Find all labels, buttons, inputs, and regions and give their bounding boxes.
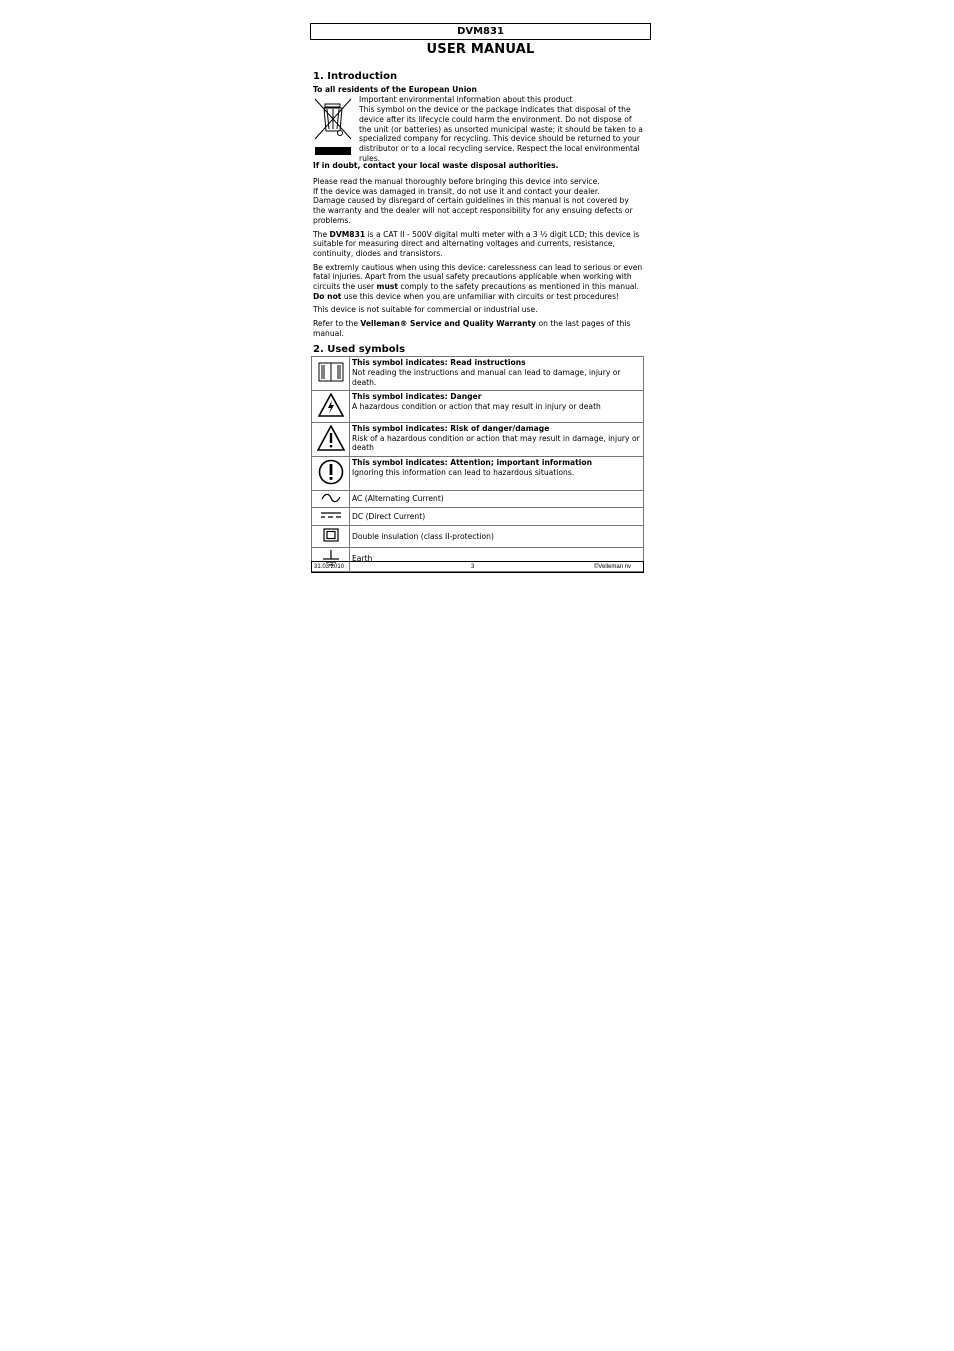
footer-page-number: 3 (471, 564, 475, 570)
environment-body: This symbol on the device or the package indicates that disposal of the device after its lifecycle could harm the environment. Do not dispose of the unit (or batteries) as unsorted municipal waste; it should be taken to a specialized company for recycling. This device should be returned to your distributor or to a local recycling service. Respect the local environmental rules. (359, 105, 643, 163)
content (313, 72, 643, 572)
table-row: This symbol indicates: Danger A hazardous condition or action that may result in injury or death (312, 391, 644, 423)
environment-title: Important environmental information about this product (359, 95, 573, 105)
book-icon (312, 357, 350, 391)
symbols-heading: 2. Used symbols (313, 343, 406, 355)
table-row: This symbol indicates: Risk of danger/damage Risk of a hazardous condition or action that may result in damage, injury or death (312, 422, 644, 456)
lightning-triangle-icon (312, 391, 350, 423)
intro-paragraph-1: Please read the manual thoroughly before bringing this device into service. If the device was damaged in transit, do not use it and contact your dealer. Damage caused by disregard of certain guidelines in this manual is not covered by the warranty and the dealer will not accept responsibility for any ensuing defects or problems. (313, 177, 633, 225)
intro-paragraph-3: Be extremly cautious when using this device: carelessness can lead to serious or even fatal injuries. Apart from the usual safety precautions applicable when working with circuits the user must comply to the safety precautions as mentioned in this manual. Do not use this device when you are unfamiliar with circuits or test procedures! (313, 262, 643, 301)
page-title: USER MANUAL (426, 42, 535, 57)
manual-page (310, 23, 651, 572)
intro-heading: 1. Introduction (313, 71, 398, 82)
table-row: DC (Direct Current) (312, 508, 644, 526)
symbols-table (311, 356, 644, 571)
footer-date: 31.03.2010 (314, 564, 345, 570)
table-row: Double insulation (class II-protection) (312, 526, 644, 548)
table-row: This symbol indicates: Attention; important information Ignoring this information can lead to hazardous situations. (312, 456, 644, 490)
intro-paragraph-2: The DVM831 is a CAT II - 500V digital multi meter with a 3 ½ digit LCD; this device is suitable for measuring direct and alternating voltages and currents, resistance, continuity, diodes and transistors. (313, 229, 640, 258)
doubt-note: If in doubt, contact your local waste disposal authorities. (313, 161, 559, 171)
eu-section (313, 95, 643, 163)
model-header: DVM831 (310, 23, 651, 40)
eu-subheading: To all residents of the European Union (313, 84, 477, 94)
crossed-out-wheelie-bin-icon (313, 95, 359, 159)
environment-text (359, 95, 643, 163)
footer-copyright: ©Velleman nv (593, 564, 631, 570)
exclamation-circle-icon (312, 456, 350, 490)
intro-paragraph-5: Refer to the Velleman® Service and Quality Warranty on the last pages of this manual. (313, 319, 631, 338)
table-row: This symbol indicates: Read instructions Not reading the instructions and manual can lead to damage, injury or death. (312, 357, 644, 391)
exclamation-triangle-icon (312, 422, 350, 456)
intro-paragraph-4: This device is not suitable for commercial or industrial use. (313, 305, 538, 315)
page-footer (311, 561, 644, 573)
dc-icon (312, 508, 350, 526)
double-insulation-icon (312, 526, 350, 548)
table-row: AC (Alternating Current) (312, 490, 644, 508)
table-row: Earth (312, 547, 644, 571)
ac-wave-icon (312, 490, 350, 508)
